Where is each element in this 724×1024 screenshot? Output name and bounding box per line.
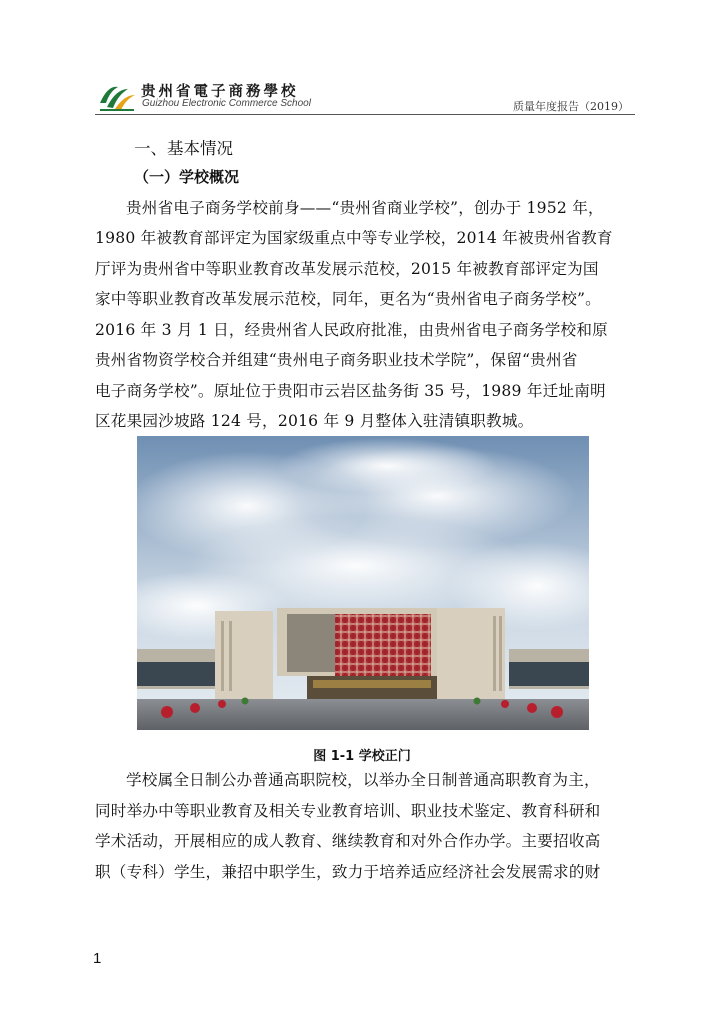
section-heading: 一、基本情况	[134, 139, 233, 158]
text-line: 家中等职业教育改革发展示范校，同年，更名为“贵州省电子商务学校”。	[95, 290, 601, 308]
page-number: 1	[93, 950, 102, 967]
header-divider	[95, 114, 635, 115]
text-line: 厅评为贵州省中等职业教育改革发展示范校，2015 年被教育部评定为国	[95, 260, 599, 278]
school-logo-icon	[98, 81, 136, 113]
report-title: 质量年度报告（2019）	[513, 100, 629, 113]
section-subheading: （一）学校概况	[134, 168, 240, 186]
page-header	[95, 78, 635, 118]
text-line: 2016 年 3 月 1 日，经贵州省人民政府批准，由贵州省电子商务学校和原	[95, 321, 608, 339]
text-line: 同时举办中等职业教育及相关专业教育培训、职业技术鉴定、教育科研和	[95, 802, 601, 820]
school-gate-photo	[137, 436, 589, 730]
school-name-cn: 贵州省電子商務學校	[141, 84, 299, 100]
school-name-en: Guizhou Electronic Commerce School	[142, 98, 311, 109]
text-line: 贵州省电子商务学校前身——“贵州省商业学校”，创办于 1952 年，	[126, 199, 604, 217]
text-line: 贵州省物资学校合并组建“贵州电子商务职业技术学院”，保留“贵州省	[95, 351, 578, 369]
text-line: 1980 年被教育部评定为国家级重点中等专业学校，2014 年被贵州省教育	[95, 229, 613, 247]
text-line: 学校属全日制公办普通高职院校，以举办全日制普通高职教育为主，	[126, 771, 600, 789]
text-line: 职（专科）学生，兼招中职学生，致力于培养适应经济社会发展需求的财	[95, 863, 601, 881]
text-line: 学术活动，开展相应的成人教育、继续教育和对外合作办学。主要招收高	[95, 832, 601, 850]
figure-caption: 图 1-1 学校正门	[313, 749, 411, 764]
text-line: 区花果园沙坡路 124 号，2016 年 9 月整体入驻清镇职教城。	[95, 412, 534, 430]
text-line: 电子商务学校”。原址位于贵阳市云岩区盐务街 35 号，1989 年迁址南明	[95, 382, 606, 400]
